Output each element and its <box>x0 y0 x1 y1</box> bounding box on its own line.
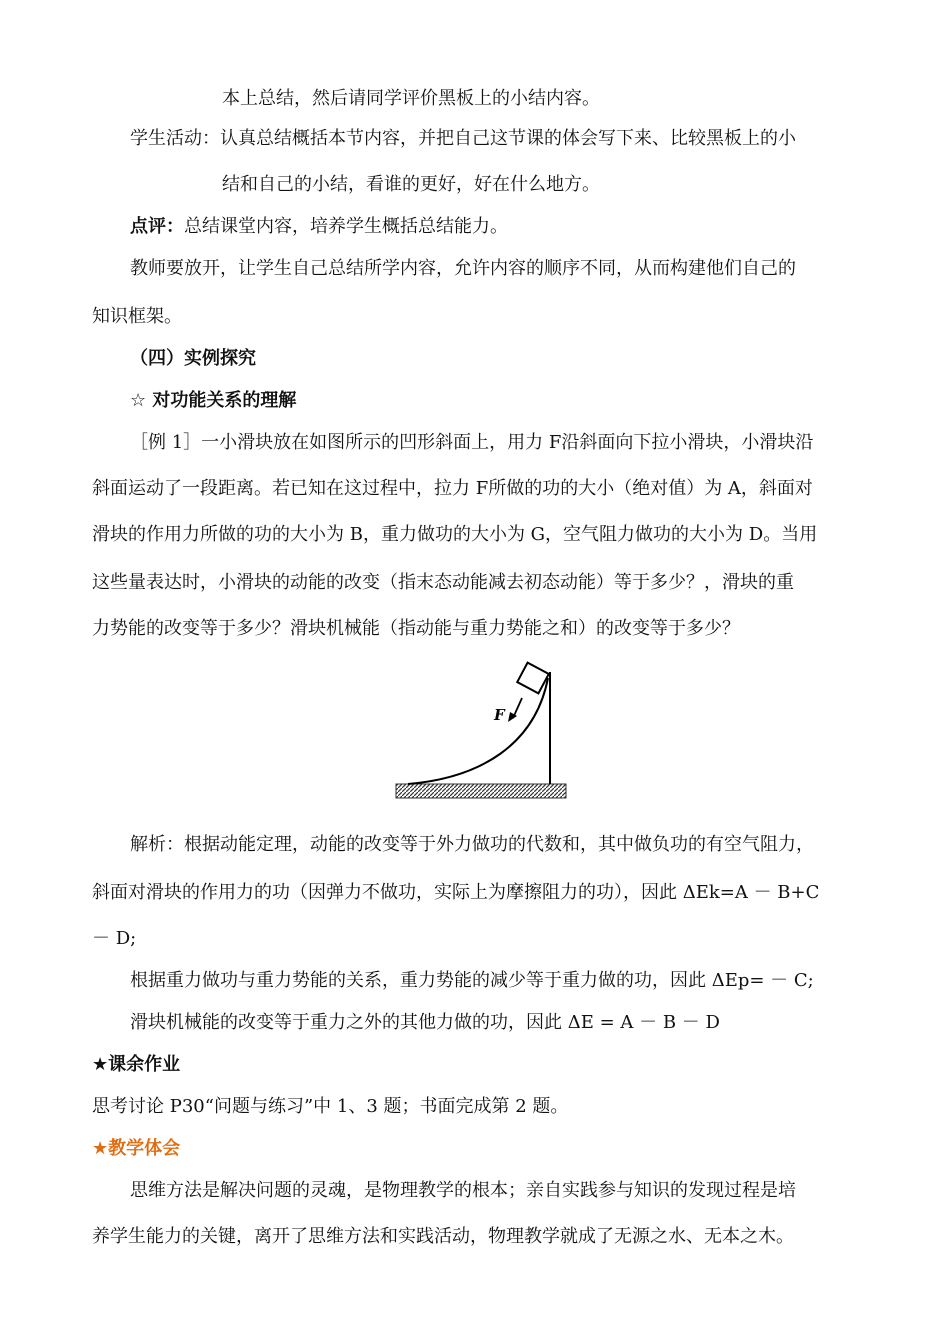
analysis-line-4: 根据重力做功与重力势能的关系，重力势能的减少等于重力做的功，因此 ΔEp= － C; <box>130 970 814 991</box>
section-heading: （四）实例探究 <box>130 348 256 369</box>
analysis-line-3: － D; <box>92 928 137 949</box>
reflection-line-1: 思维方法是解决问题的灵魂，是物理教学的根本；亲自实践参与知识的发现过程是培 <box>130 1180 796 1201</box>
example-line-1: ［例 1］一小滑块放在如图所示的凹形斜面上，用力 F沿斜面向下拉小滑块，小滑块沿 <box>130 432 814 453</box>
example-line-4: 这些量表达时，小滑块的动能的改变（指末态动能减去初态动能）等于多少？，滑块的重 <box>92 572 794 593</box>
homework-heading: ★课余作业 <box>92 1054 181 1075</box>
text-line-2: 学生活动：认真总结概括本节内容，并把自己这节课的体会写下来、比较黑板上的小 <box>130 128 796 149</box>
comment-label: 点评： <box>130 216 184 237</box>
ground <box>396 784 566 798</box>
example-line-2: 斜面运动了一段距离。若已知在这过程中，拉力 F所做的功的大小（绝对值）为 A，斜面对 <box>92 478 813 499</box>
text-line-5: 教师要放开，让学生自己总结所学内容，允许内容的顺序不同，从而构建他们自己的 <box>130 258 796 279</box>
text-line-3: 结和自己的小结，看谁的更好，好在什么地方。 <box>222 174 600 195</box>
analysis-line-2: 斜面对滑块的作用力的功（因弹力不做功，实际上为摩擦阻力的功），因此 ΔEk=A － B+C <box>92 882 820 903</box>
example-line-5: 力势能的改变等于多少？滑块机械能（指动能与重力势能之和）的改变等于多少？ <box>92 618 740 639</box>
analysis-line-5: 滑块机械能的改变等于重力之外的其他力做的功，因此 ΔE = A － B － D <box>130 1012 720 1033</box>
subsection-heading: ☆ 对功能关系的理解 <box>130 390 297 411</box>
slope-diagram <box>390 660 570 800</box>
slider-block <box>517 663 549 694</box>
text-line-6: 知识框架。 <box>92 306 182 327</box>
example-line-3: 滑块的作用力所做的功的大小为 B，重力做功的大小为 G，空气阻力做功的大小为 D。当用 <box>92 524 818 545</box>
reflection-line-2: 养学生能力的关键，离开了思维方法和实践活动，物理教学就成了无源之水、无本之木。 <box>92 1226 794 1247</box>
analysis-line-1: 解析：根据动能定理，动能的改变等于外力做功的代数和，其中做负功的有空气阻力， <box>130 834 814 855</box>
comment-line <box>130 214 508 240</box>
homework-text: 思考讨论 P30“问题与练习”中 1、3 题；书面完成第 2 题。 <box>92 1096 569 1117</box>
force-label: F <box>494 706 505 724</box>
text-line-1: 本上总结，然后请同学评价黑板上的小结内容。 <box>222 88 600 109</box>
reflection-heading: ★教学体会 <box>92 1138 181 1159</box>
curved-slope <box>408 678 548 784</box>
comment-text: 总结课堂内容，培养学生概括总结能力。 <box>184 216 508 237</box>
